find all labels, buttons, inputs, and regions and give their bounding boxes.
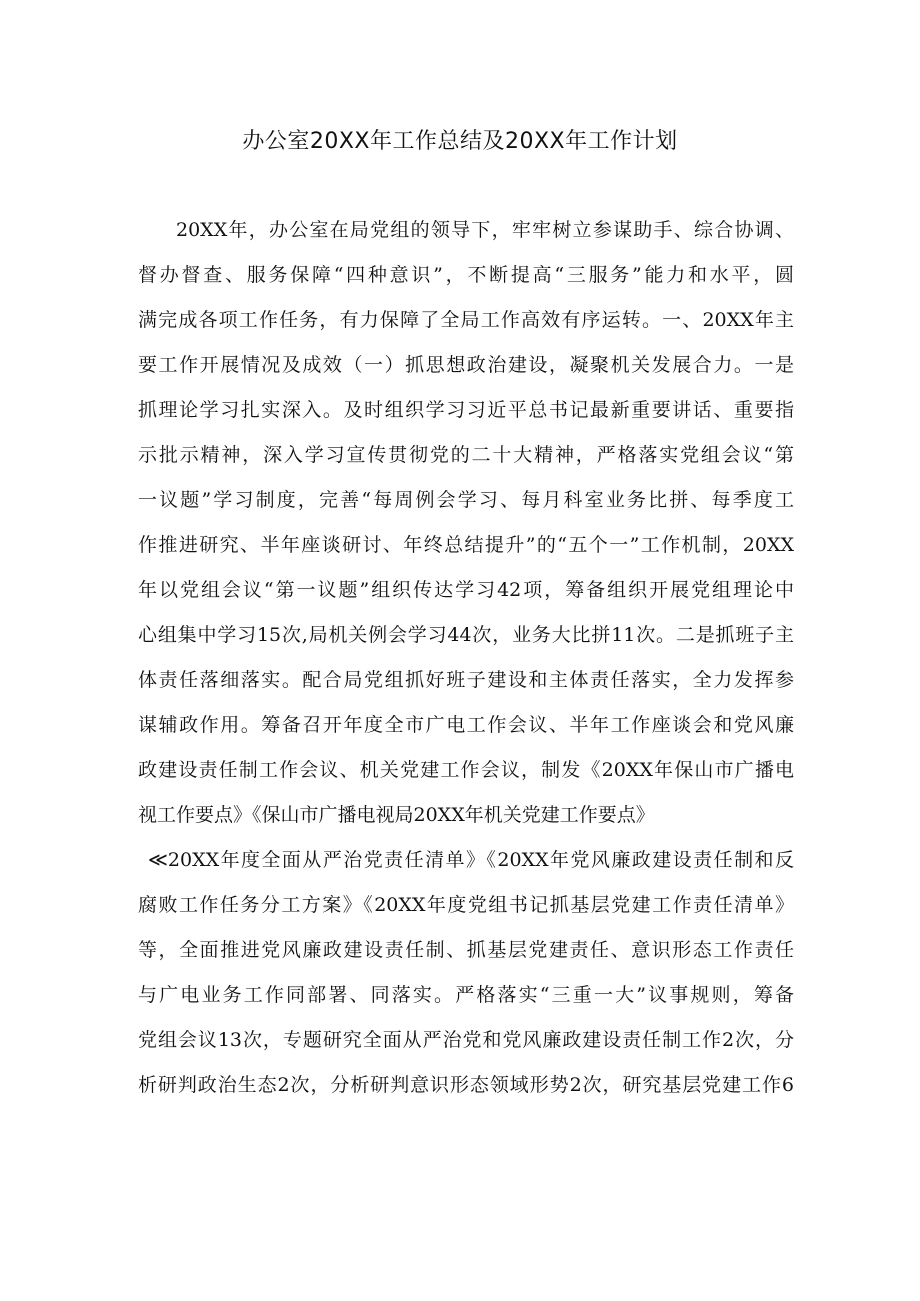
paragraph-line: 腐败工作任务分工方案》《20XX年度党组书记抓基层党建工作责任清单》 [138, 894, 794, 916]
paragraph-line: 视工作要点》《保山市广播电视局20XX年机关党建工作要点》 [138, 804, 655, 826]
paragraph-line: 作推进研究、半年座谈研讨、年终总结提升”的“五个一”工作机制，20XX [138, 534, 794, 556]
paragraph-line: 等，全面推进党风廉政建设责任制、抓基层党建责任、意识形态工作责任 [138, 939, 794, 961]
paragraph-line: 体责任落细落实。配合局党组抓好班子建设和主体责任落实，全力发挥参 [138, 669, 794, 691]
paragraph-line: 示批示精神，深入学习宣传贯彻党的二十大精神，严格落实党组会议“第 [138, 444, 794, 466]
paragraph-line: 20XX年，办公室在局党组的领导下，牢牢树立参谋助手、综合协调、 [176, 219, 794, 241]
paragraph-line: ≪20XX年度全面从严治党责任清单》《20XX年党风廉政建设责任制和反 [148, 849, 794, 871]
document-title: 办公室20XX年工作总结及20XX年工作计划 [242, 129, 678, 154]
paragraph-line: 析研判政治生态2次，分析研判意识形态领域形势2次，研究基层党建工作6 [138, 1074, 794, 1096]
paragraph-line: 抓理论学习扎实深入。及时组织学习习近平总书记最新重要讲话、重要指 [138, 399, 794, 421]
paragraph-line: 一议题”学习制度，完善“每周例会学习、每月科室业务比拼、每季度工 [138, 489, 794, 511]
paragraph-line: 督办督查、服务保障“四种意识”，不断提高“三服务”能力和水平，圆 [138, 264, 794, 286]
paragraph-line: 政建设责任制工作会议、机关党建工作会议，制发《20XX年保山市广播电 [138, 759, 794, 781]
paragraph-line: 谋辅政作用。筹备召开年度全市广电工作会议、半年工作座谈会和党风廉 [138, 714, 794, 736]
paragraph-line: 与广电业务工作同部署、同落实。严格落实“三重一大”议事规则，筹备 [138, 984, 794, 1006]
paragraph-line: 满完成各项工作任务，有力保障了全局工作高效有序运转。一、20XX年主 [138, 309, 794, 331]
paragraph-line: 心组集中学习15次,局机关例会学习44次，业务大比拼11次。二是抓班子主 [138, 624, 794, 646]
paragraph-line: 党组会议13次，专题研究全面从严治党和党风廉政建设责任制工作2次，分 [138, 1029, 794, 1051]
paragraph-line: 年以党组会议“第一议题”组织传达学习42项，筹备组织开展党组理论中 [138, 579, 794, 601]
paragraph-line: 要工作开展情况及成效（一）抓思想政治建设，凝聚机关发展合力。一是 [138, 354, 794, 376]
document-body [138, 208, 794, 1108]
